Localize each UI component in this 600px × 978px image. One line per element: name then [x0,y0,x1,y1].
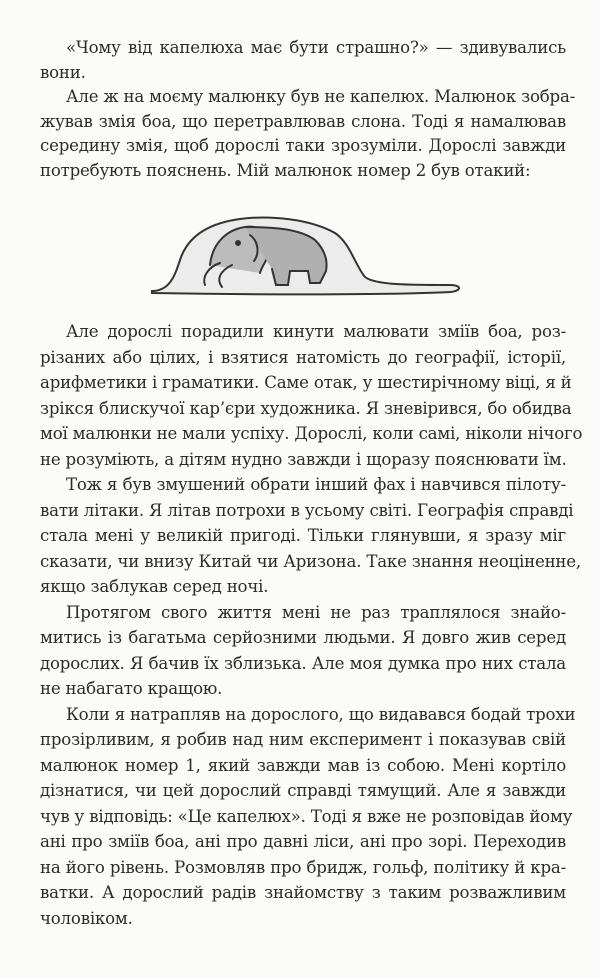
paragraph-line: вони. [40,62,86,82]
paragraph-line: Протягом свого життя мені не раз траплялося знайо- [66,602,566,622]
paragraph-line: середину змія, щоб дорослі таки зрозуміли. Дорослі завжди [40,136,566,156]
paragraph-line: чув у відповідь: «Це капелюх». Тоді я вже не розповідав йому [40,806,573,826]
text-block-top [40,36,576,184]
paragraph-line: ватки. А дорослий радів знайомству з таким розважливим [40,883,566,902]
paragraph-line: мої малюнки не мали успіху. Дорослі, коли самі, ніколи нічого [40,424,583,443]
text-block-bottom [40,319,583,931]
paragraph-line: різаних або цілих, і взятися натомість до географії, історії, [40,347,566,367]
paragraph-line: малюнок номер 1, який завжди мав із собою. Мені кортіло [40,755,566,775]
paragraph-line: дізнатися, чи цей дорослий справді тямущий. Але я завжди [40,781,566,800]
paragraph-line: дорослих. Я бачив їх зблизька. Але моя думка про них стала [40,653,566,673]
paragraph-line: Але ж на моєму малюнку був не капелюх. Малюнок зобра- [66,87,576,107]
paragraph-line: не розуміють, а дітям нудно завжди і щоразу пояснювати їм. [40,449,567,469]
paragraph-line: не набагато кращою. [40,679,223,698]
paragraph-line: стала мені у великій пригоді. Тільки глянувши, я зразу міг [40,526,566,545]
paragraph-line: якщо заблукав серед ночі. [40,577,269,596]
paragraph-line: сказати, чи внизу Китай чи Аризона. Таке знання неоціненне, [40,551,581,571]
paragraph-line: жував змія боа, що перетравлював слона. Тоді я намалював [40,111,566,131]
paragraph-line: арифметики і граматики. Саме отак, у шестирічному віці, я й [40,373,572,392]
paragraph-line: чоловіком. [40,908,133,928]
boa-digesting-elephant-drawing-icon [150,205,470,305]
paragraph-line: митись із багатьма серйозними людьми. Я довго жив серед [40,628,566,647]
paragraph-line: Але дорослі порадили кинути малювати зміїв боа, роз- [66,322,566,341]
paragraph-line: зрікся блискучої кар’єри художника. Я зневірився, бо обидва [40,398,572,418]
paragraph-line: потребують пояснень. Мій малюнок номер 2 був отакий: [40,160,531,180]
paragraph-line: «Чому від капелюха має бути страшно?» — здивувались [66,38,566,57]
paragraph-line: на його рівень. Розмовляв про бридж, гольф, політику й кра- [40,857,566,877]
paragraph-line: ані про зміїв боа, ані про давні ліси, ані про зорі. Переходив [40,832,566,851]
paragraph-line: вати літаки. Я літав потрохи в усьому світі. Географія справді [40,500,574,520]
paragraph-line: Тож я був змушений обрати інший фах і навчився пілоту- [66,475,566,494]
paragraph-line: Коли я натрапляв на дорослого, що видавався бодай трохи [66,704,576,724]
paragraph-line: прозірливим, я робив над ним експеримент і показував свій [40,730,566,749]
